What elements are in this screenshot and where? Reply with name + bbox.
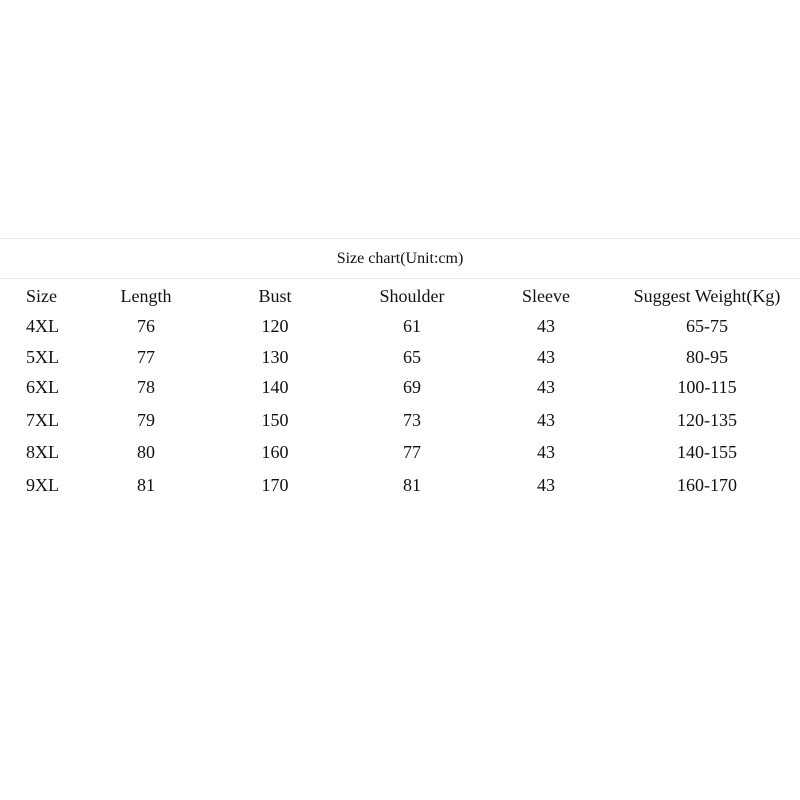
header-suggest-weight: Suggest Weight(Kg) [633, 286, 781, 306]
header-length: Length [120, 286, 172, 306]
size-chart-title-bar [0, 238, 800, 279]
cell-sleeve: 43 [537, 316, 555, 336]
cell-shoulder: 81 [403, 475, 421, 495]
size-chart-title: Size chart(Unit:cm) [336, 250, 464, 267]
cell-bust: 160 [261, 442, 289, 462]
cell-length: 77 [137, 347, 155, 367]
cell-bust: 120 [261, 316, 289, 336]
table-row [0, 438, 800, 466]
table-header-row [0, 282, 800, 310]
cell-suggest-weight: 120-135 [677, 410, 737, 430]
cell-shoulder: 73 [403, 410, 421, 430]
cell-sleeve: 43 [537, 410, 555, 430]
header-bust: Bust [258, 286, 292, 306]
header-shoulder: Shoulder [379, 286, 445, 306]
cell-bust: 130 [261, 347, 289, 367]
cell-bust: 140 [261, 377, 289, 397]
table-row [0, 373, 800, 401]
cell-shoulder: 69 [403, 377, 421, 397]
cell-bust: 150 [261, 410, 289, 430]
cell-length: 79 [137, 410, 155, 430]
cell-sleeve: 43 [537, 347, 555, 367]
cell-size: 7XL [26, 410, 59, 430]
header-sleeve: Sleeve [522, 286, 570, 306]
cell-length: 78 [137, 377, 155, 397]
cell-suggest-weight: 65-75 [686, 316, 728, 336]
table-row [0, 471, 800, 499]
cell-shoulder: 61 [403, 316, 421, 336]
cell-length: 76 [137, 316, 155, 336]
cell-sleeve: 43 [537, 442, 555, 462]
cell-suggest-weight: 100-115 [677, 377, 737, 397]
cell-suggest-weight: 140-155 [677, 442, 737, 462]
cell-sleeve: 43 [537, 377, 555, 397]
cell-size: 4XL [26, 316, 59, 336]
table-row [0, 312, 800, 340]
cell-bust: 170 [261, 475, 289, 495]
table-row [0, 343, 800, 371]
cell-size: 6XL [26, 377, 59, 397]
cell-size: 9XL [26, 475, 59, 495]
cell-suggest-weight: 160-170 [677, 475, 737, 495]
cell-size: 5XL [26, 347, 59, 367]
cell-shoulder: 65 [403, 347, 421, 367]
header-size: Size [26, 286, 57, 306]
cell-suggest-weight: 80-95 [686, 347, 728, 367]
cell-size: 8XL [26, 442, 59, 462]
cell-shoulder: 77 [403, 442, 421, 462]
cell-sleeve: 43 [537, 475, 555, 495]
size-chart-table [0, 238, 800, 503]
table-row [0, 406, 800, 434]
cell-length: 80 [137, 442, 155, 462]
cell-length: 81 [137, 475, 155, 495]
